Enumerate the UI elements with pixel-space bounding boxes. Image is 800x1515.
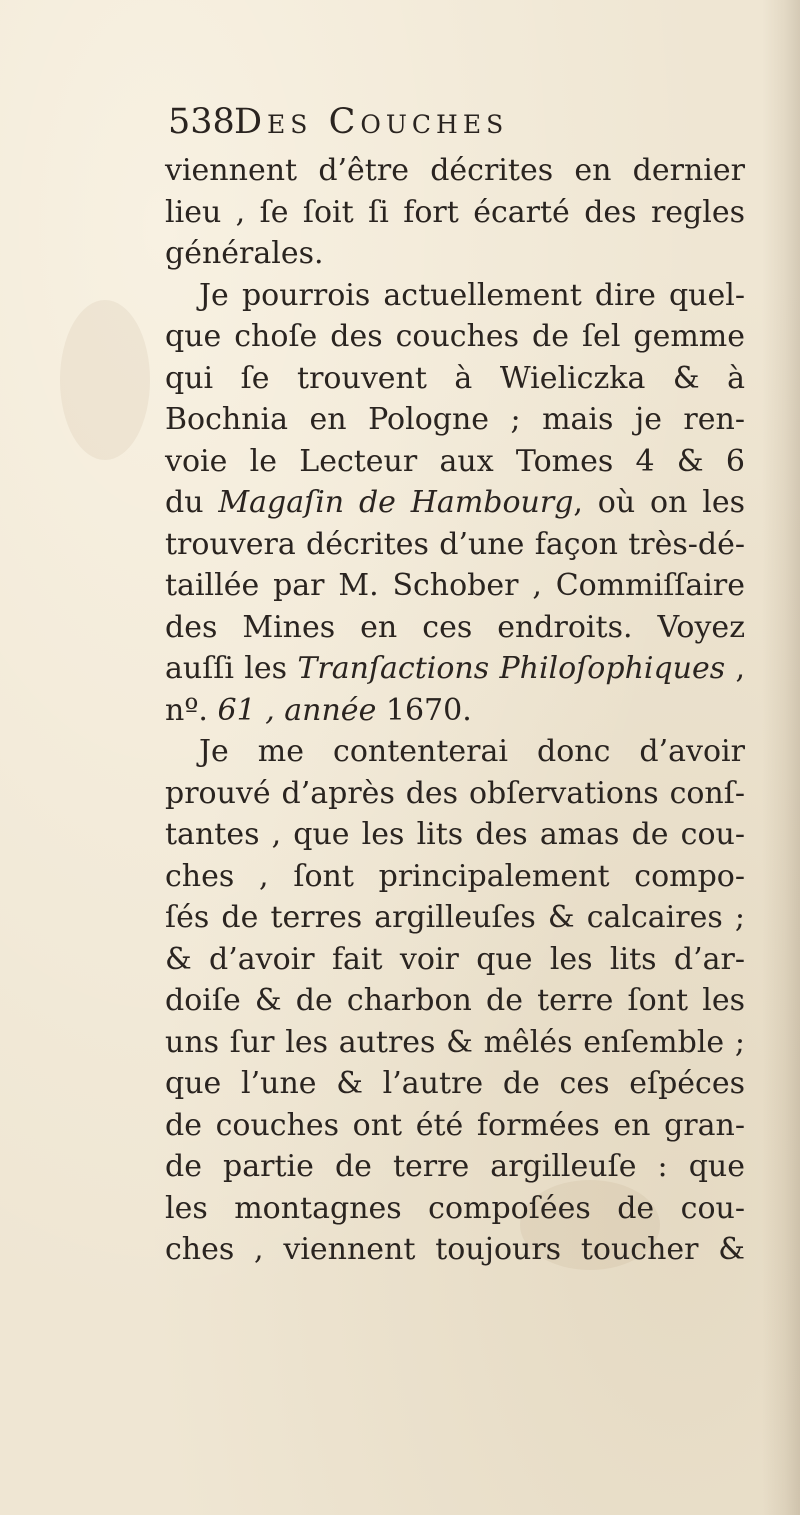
text-run: & d’avoir fait voir que les lits d’ar- [165, 941, 745, 977]
text-line [165, 233, 745, 275]
text-line [165, 316, 745, 358]
text-line [165, 1229, 745, 1271]
text-run: ſés de terres argilleuſes & calcaires ; [165, 900, 745, 935]
text-line [165, 607, 745, 649]
text-run: lieu , ſe ſoit ſi fort écarté des regles [165, 194, 745, 230]
text-line [165, 856, 745, 898]
text-line [165, 358, 745, 400]
text-run: de couches ont été formées en gran- [165, 1107, 745, 1143]
text-line [165, 482, 745, 524]
text-run: doiſe & de charbon de terre ſont les [165, 983, 745, 1018]
text-line [165, 1022, 745, 1064]
text-line [165, 1188, 745, 1230]
text-run: uns ſur les autres & mêlés enſemble ; [165, 1024, 745, 1060]
text-line [165, 399, 745, 441]
text-line [165, 897, 745, 939]
text-line [165, 731, 745, 773]
italic-text: Magaſin de Hambourg [218, 485, 574, 520]
text-line [165, 192, 745, 234]
text-run: que l’une & l’autre de ces eſpéces [165, 1066, 745, 1101]
text-line [165, 1146, 745, 1188]
text-line [165, 980, 745, 1022]
text-line [165, 690, 745, 732]
page-header [168, 100, 688, 144]
text-run: tantes , que les lits des amas de cou- [165, 817, 745, 852]
text-line [165, 565, 745, 607]
text-line [165, 524, 745, 566]
text-run: trouvera décrites d’une façon très-dé- [165, 526, 745, 562]
text-run: générales. [165, 236, 324, 271]
text-run: ches , viennent toujours toucher & [165, 1232, 745, 1267]
paper-stain [60, 300, 150, 460]
text-run: Je me contenterai donc d’avoir [199, 734, 745, 769]
text-line [165, 1105, 745, 1147]
text-run: voie le Lecteur aux Tomes 4 & 6 [165, 443, 745, 479]
text-line [165, 939, 745, 981]
text-run: prouvé d’après des obſervations conſ- [165, 775, 745, 811]
text-line [165, 275, 745, 317]
text-line [165, 648, 745, 690]
text-run: nº. [165, 692, 218, 728]
page-number: 538 [168, 102, 235, 142]
text-run: qui ſe trouvent à Wieliczka & à [165, 360, 745, 396]
text-run: Bochnia en Pologne ; mais je ren- [165, 402, 745, 437]
italic-text: 61 , année [217, 692, 377, 728]
text-run: des Mines en ces endroits. Voyez [165, 609, 745, 645]
text-run: taillée par M. Schober , Commiſſaire [165, 568, 745, 603]
text-line [165, 773, 745, 815]
text-run: les montagnes compoſées de cou- [165, 1190, 745, 1226]
text-run: 1670. [376, 692, 472, 728]
text-line [165, 150, 745, 192]
text-run: ches , ſont principalement compo- [165, 858, 745, 894]
text-run: de partie de terre argilleuſe : que [165, 1149, 745, 1184]
text-line [165, 441, 745, 483]
text-run: Je pourrois actuellement dire quel- [199, 277, 745, 313]
text-run: auſſi les [165, 651, 298, 686]
text-run: viennent d’être décrites en dernier [165, 153, 745, 188]
page-gutter-shadow [762, 0, 800, 1515]
text-line [165, 814, 745, 856]
running-title: Des Couches [234, 102, 509, 142]
text-run: du [165, 485, 219, 520]
text-run: que choſe des couches de ſel gemme [165, 319, 745, 354]
text-run: , [725, 651, 745, 686]
body-text [165, 150, 745, 1271]
text-line [165, 1063, 745, 1105]
italic-text: Tranſactions Philoſophiques [297, 651, 726, 686]
text-run: , où on les [573, 485, 746, 520]
